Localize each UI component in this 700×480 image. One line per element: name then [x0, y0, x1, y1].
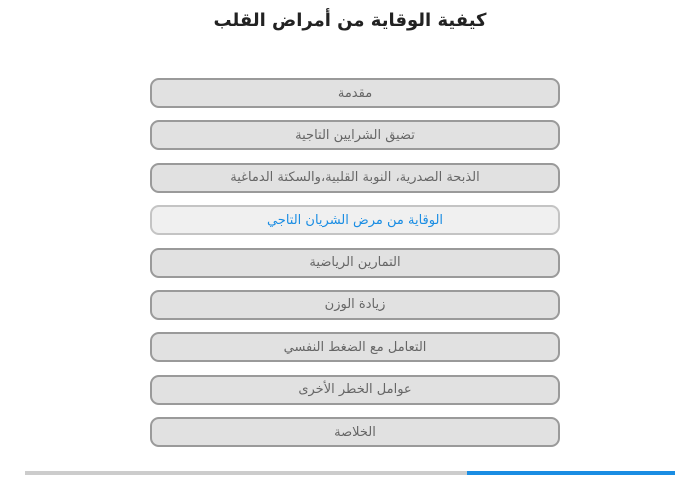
- menu-item-exercise[interactable]: التمارين الرياضية: [150, 248, 560, 278]
- menu-item-coronary-narrowing[interactable]: تضيق الشرايين التاجية: [150, 120, 560, 150]
- page-title: كيفية الوقاية من أمراض القلب: [213, 10, 487, 31]
- menu-item-other-risk-factors[interactable]: عوامل الخطر الأخرى: [150, 375, 560, 405]
- menu-item-angina-heart-attack-stroke[interactable]: الذبحة الصدرية، النوبة القلبية،والسكتة الدماغية: [150, 163, 560, 193]
- progress-fill: [467, 471, 675, 475]
- menu-item-prevention[interactable]: الوقاية من مرض الشريان التاجي: [150, 205, 560, 235]
- menu-item-stress[interactable]: التعامل مع الضغط النفسي: [150, 332, 560, 362]
- menu-item-introduction[interactable]: مقدمة: [150, 78, 560, 108]
- menu-item-summary[interactable]: الخلاصة: [150, 417, 560, 447]
- topics-menu: [150, 78, 560, 460]
- menu-item-overweight[interactable]: زيادة الوزن: [150, 290, 560, 320]
- progress-bar: [25, 471, 675, 475]
